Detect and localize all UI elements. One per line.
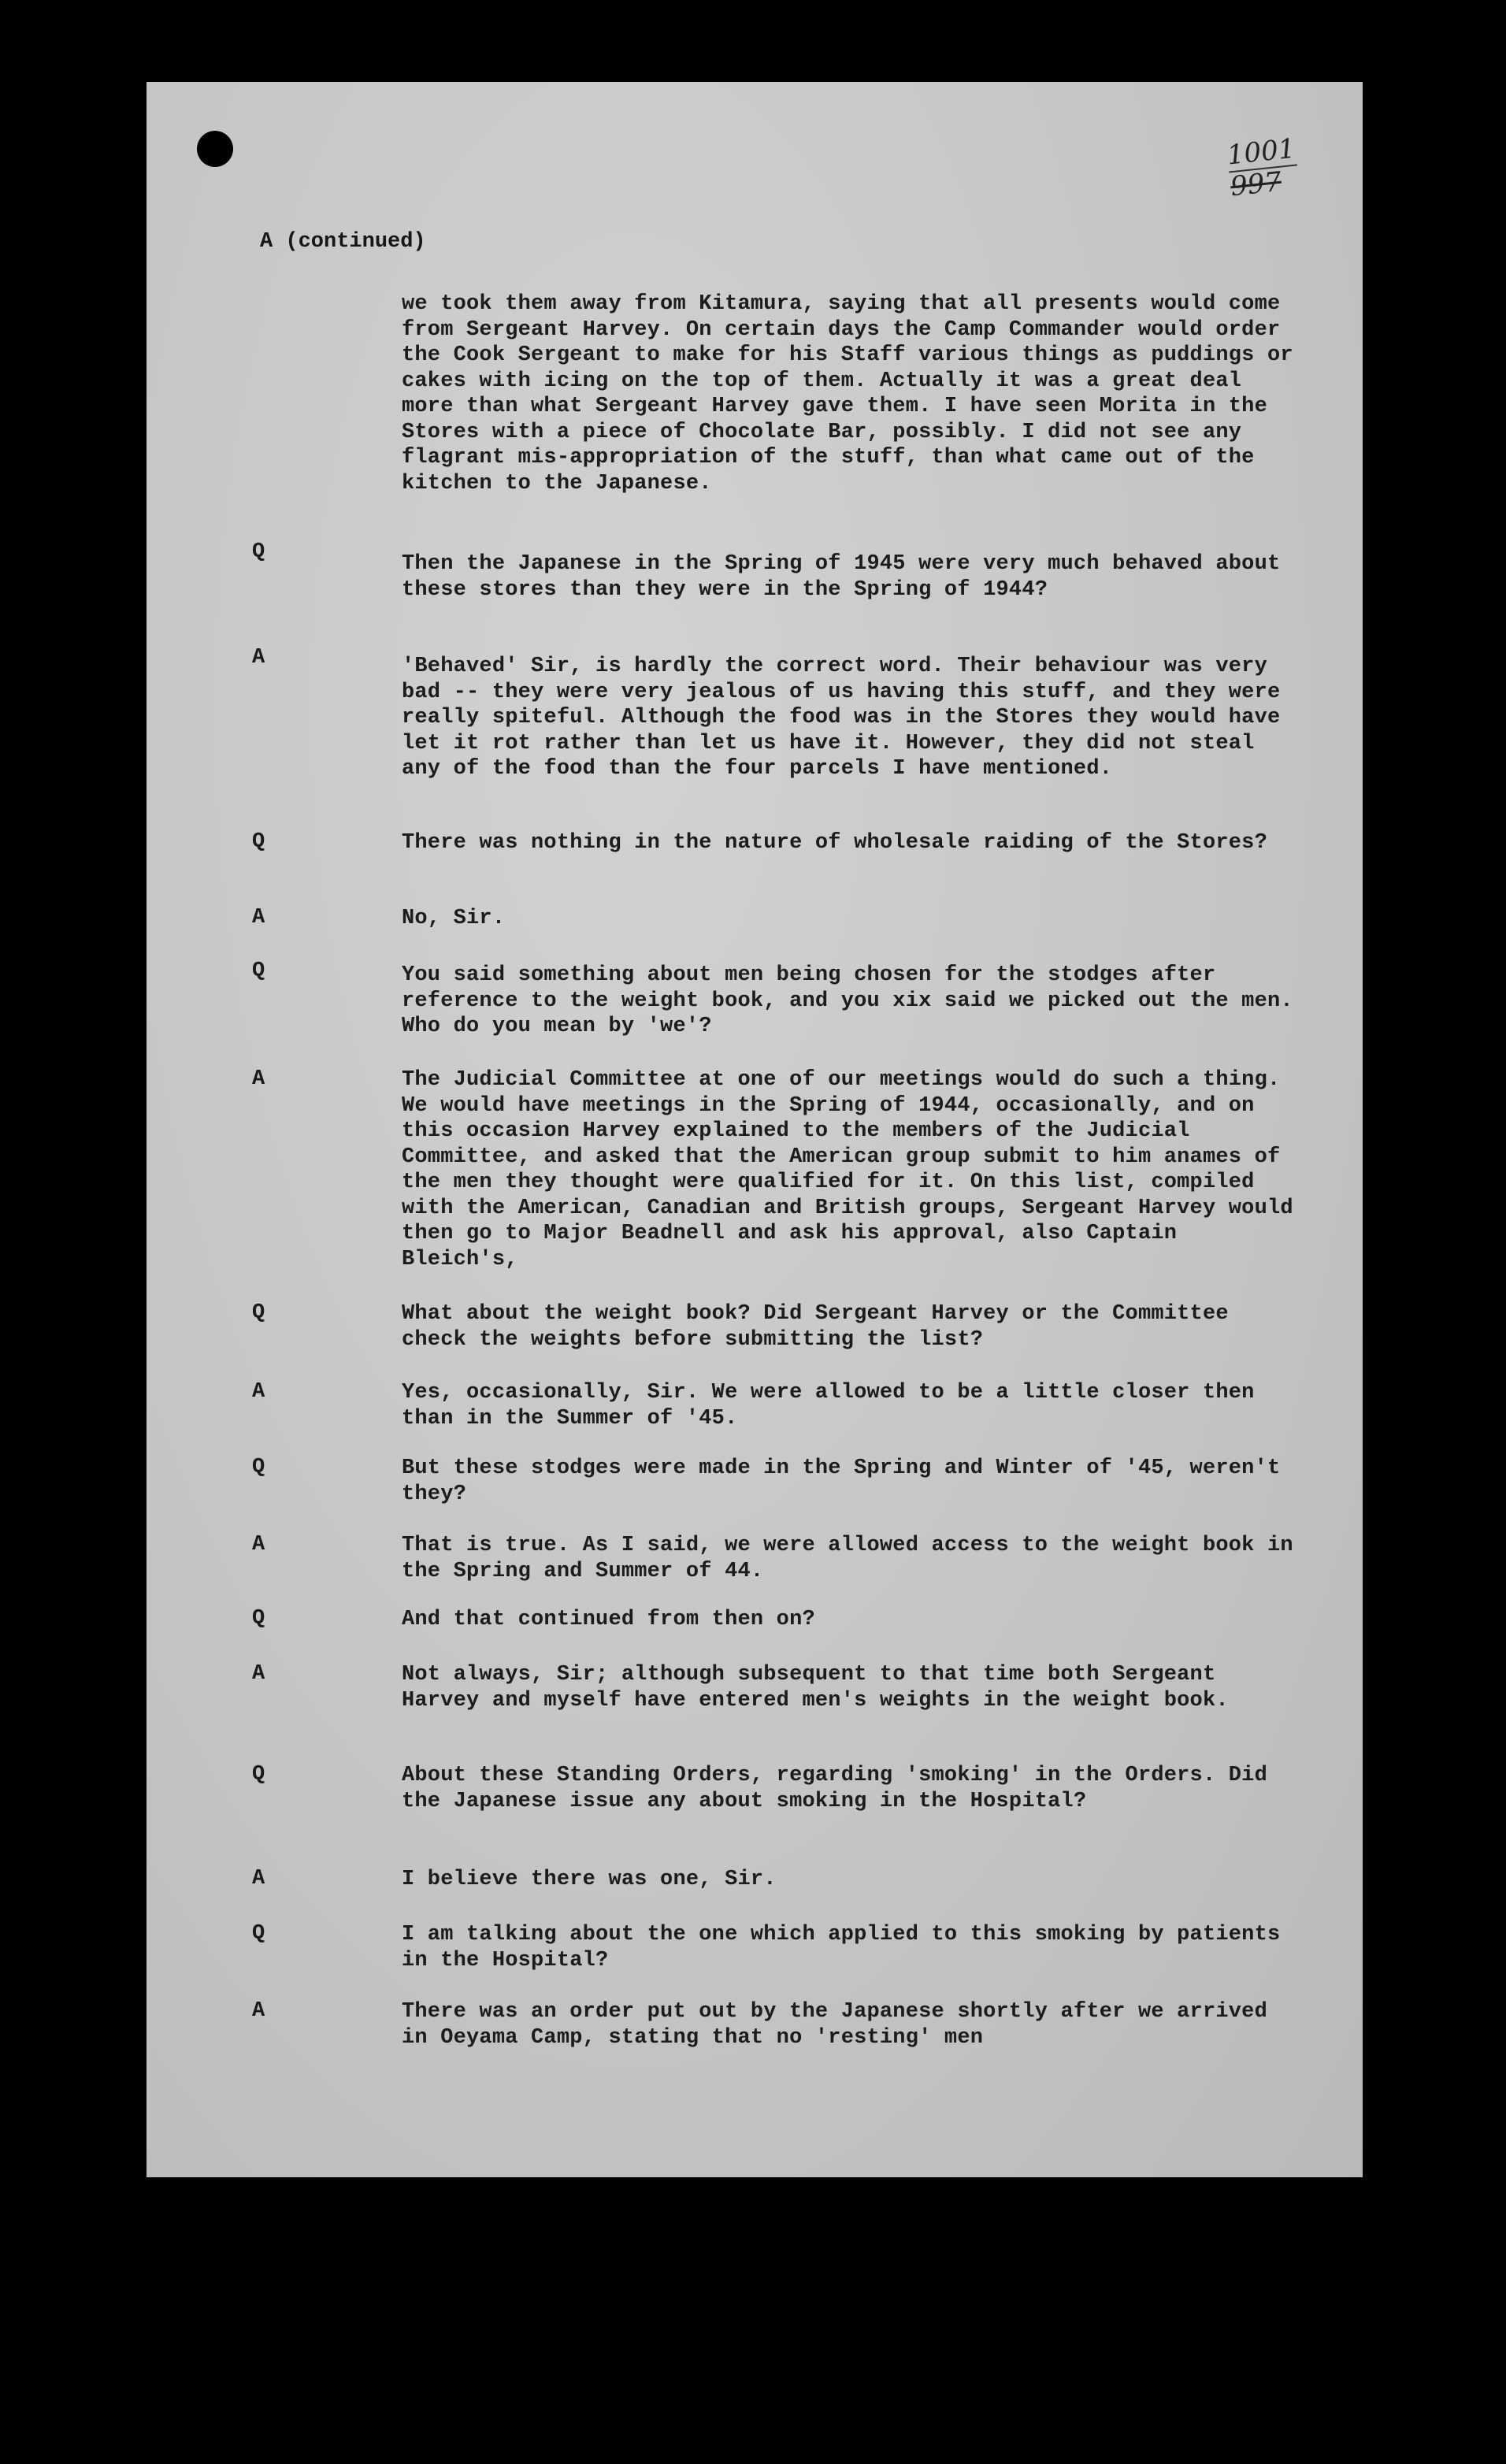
entry-label: A	[252, 646, 265, 670]
punch-hole	[197, 131, 233, 167]
entry-label: Q	[252, 830, 265, 854]
entry-text: You said something about men being chosen for the stodges after reference to the weight book, and you xix said we picked out the men. Who do you mean by 'we'?	[402, 963, 1293, 1038]
entry-label: Q	[252, 1607, 265, 1631]
entry-text: 'Behaved' Sir, is hardly the correct word. Their behaviour was very bad -- they were very jealous of us having this stuff, and they were really spiteful. Although the food was in the Stores they would have let it rot rather than let us have it. However, they did not steal any of the food than the four parcels I have mentioned.	[402, 655, 1281, 781]
entry-text: But these stodges were made in the Spring and Winter of '45, weren't they?	[402, 1457, 1281, 1506]
entry-label: Q	[252, 959, 265, 983]
entry-label: Q	[252, 1763, 265, 1787]
entry-text: There was nothing in the nature of wholesale raiding of the Stores?	[402, 831, 1267, 855]
entry-text: That is true. As I said, we were allowed access to the weight book in the Spring and Summer of 44.	[402, 1534, 1293, 1583]
page-number-struck: 997	[1229, 164, 1300, 201]
handwritten-page-number	[1226, 132, 1300, 203]
entry-text: There was an order put out by the Japanese shortly after we arrived in Oeyama Camp, stating that no 'resting' men	[402, 2000, 1267, 2050]
entry-text: The Judicial Committee at one of our meetings would do such a thing. We would have meetings in the Spring of 1944, occasionally, and on this occasion Harvey explained to the members of the Judicial Committee, and asked that the American group submit to him anames of the men they thought were qualified for it. On this list, compiled with the American, Canadian and British groups, Sergeant Harvey would then go to Major Beadnell and ask his approval, also Captain Bleich's,	[402, 1068, 1293, 1271]
entry-label: Q	[252, 1301, 265, 1325]
entry-label: Q	[252, 540, 265, 564]
entry-text: we took them away from Kitamura, saying that all presents would come from Sergeant Harvey. On certain days the Camp Commander would order the Cook Sergeant to make for his Staff various things as puddings or cakes with icing on the top of them. Actually it was a great deal more than what Sergeant Harvey gave them. I have seen Morita in the Stores with a piece of Chocolate Bar, possibly. I did not see any flagrant mis-appropriation of the stuff, than what came out of the kitchen to the Japanese.	[402, 292, 1293, 495]
entry-label: Q	[252, 1922, 265, 1946]
entry-label: A	[252, 1533, 265, 1557]
entry-text: I am talking about the one which applied to this smoking by patients in the Hospital?	[402, 1923, 1281, 1972]
entry-text: Then the Japanese in the Spring of 1945 were very much behaved about these stores than they were in the Spring of 1944?	[402, 552, 1281, 602]
entry-label: A	[252, 1662, 265, 1686]
entry-label: A	[252, 1380, 265, 1404]
entry-text: What about the weight book? Did Sergeant Harvey or the Committee check the weights before submitting the list?	[402, 1302, 1229, 1352]
entry-text: No, Sir.	[402, 907, 506, 930]
entry-text: Yes, occasionally, Sir. We were allowed to be a little closer then than in the Summer of '45.	[402, 1381, 1255, 1431]
entry-label: Q	[252, 1456, 265, 1479]
section-header: A (continued)	[260, 230, 426, 254]
entry-text: And that continued from then on?	[402, 1608, 815, 1631]
entry-label: A	[252, 1067, 265, 1091]
entry-label: A	[252, 1867, 265, 1891]
page-number-current: 1001	[1226, 132, 1297, 172]
entry-label: A	[252, 906, 265, 930]
entry-text: About these Standing Orders, regarding 'smoking' in the Orders. Did the Japanese issue any about smoking in the Hospital?	[402, 1764, 1267, 1813]
entry-text: I believe there was one, Sir.	[402, 1868, 777, 1891]
entry-label: A	[252, 1999, 265, 2023]
entry-text: Not always, Sir; although subsequent to that time both Sergeant Harvey and myself have entered men's weights in the weight book.	[402, 1663, 1229, 1713]
